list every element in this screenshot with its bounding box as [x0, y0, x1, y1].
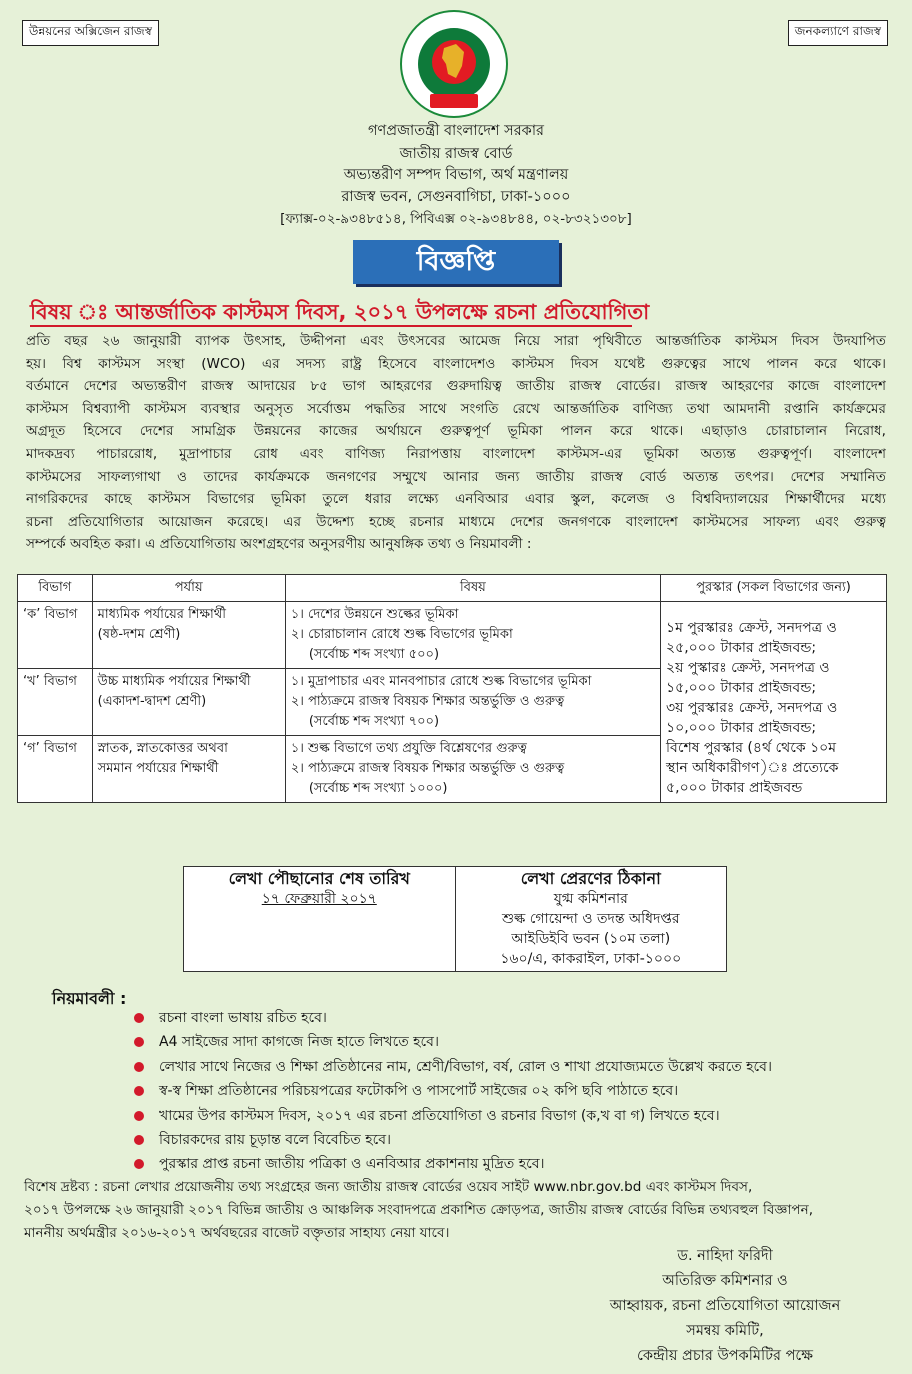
- deadline-address-table: [183, 866, 727, 972]
- subject-line: বিষয় ঃ আন্তর্জাতিক কাস্টমস দিবস, ২০১৭ উপলক্ষে রচনা প্রতিযোগিতা: [30, 300, 650, 324]
- bullet-icon: [134, 1013, 144, 1023]
- level-line: উচ্চ মাধ্যমিক পর্যায়ের শিক্ষার্থী: [97, 674, 251, 689]
- rule-item: রচনা বাংলা ভাষায় রচিত হবে।: [134, 1006, 772, 1030]
- special-note-line: মাননীয় অর্থমন্ত্রীর ২০১৬-২০১৭ অর্থবছরের বাজেট বক্তৃতার সাহায্য নেয়া যাবে।: [24, 1225, 450, 1241]
- table-header: পুরস্কার (সকল বিভাগের জন্য): [661, 575, 887, 602]
- level-cell: [92, 736, 285, 803]
- level-line: স্নাতক, স্নাতকোত্তর অথবা: [97, 741, 228, 756]
- prize-line: ১০,০০০ টাকার প্রাইজবন্ড;: [666, 720, 817, 736]
- signature-line: অতিরিক্ত কমিশনার ও: [662, 1273, 788, 1289]
- prize-line: ২য় পুস্কারঃ ক্রেস্ট, সনদপত্র ও: [666, 660, 830, 676]
- address-cell: [455, 867, 727, 972]
- signature-line: ড. নাহিদা ফরিদী: [677, 1248, 773, 1264]
- deadline-label: লেখা পৌছানোর শেষ তারিখ: [228, 869, 410, 888]
- paragraph-line: মাদকদ্রব্য পাচাররোধ, মুদ্রাপাচার রোধ এবং বাণিজ্য নিরাপত্তায় বাংলাদেশ কাস্টমস-এর ভূমিকা অত্যন্ত গুরুত্বপূর্ণ। বাংলাদেশ: [26, 445, 886, 462]
- topic-line: ২। চোরাচালান রোধে শুল্ক বিভাগের ভূমিকা: [290, 627, 513, 642]
- level-line: (একাদশ-দ্বাদশ শ্রেণী): [97, 694, 207, 709]
- paragraph-line: রচনা প্রতিযোগিতার আয়োজন করেছে। এর উদ্দেশ্য হচ্ছে রচনার মাধ্যমে দেশের জনগণকে বাংলাদেশ কাস্টমসের সাফল্য এবং গুরুত্ব: [26, 513, 886, 530]
- bullet-icon: [134, 1086, 144, 1096]
- slogan-left: উন্নয়নের অক্সিজেন রাজস্ব: [22, 20, 159, 46]
- table-header: বিভাগ: [18, 575, 93, 602]
- level-line: মাধ্যমিক পর্যায়ের শিক্ষার্থী: [97, 607, 226, 622]
- address-line: আইডিইবি ভবন (১০ম তলা): [511, 931, 671, 947]
- rules-list: [134, 1006, 772, 1177]
- level-line: সমমান পর্যায়ের শিক্ষার্থী: [97, 761, 219, 776]
- topic-cell: [285, 602, 660, 669]
- topic-line: ১। দেশের উন্নয়নে শুল্কের ভূমিকা: [290, 607, 459, 622]
- government-seal-logo: [398, 8, 510, 120]
- prize-line: ১ম পুরস্কারঃ ক্রেস্ট, সনদপত্র ও: [666, 620, 837, 636]
- special-note-line: ২০১৭ উপলক্ষে ২৬ জানুয়ারী ২০১৭ বিভিন্ন জাতীয় ও আঞ্চলিক সংবাদপত্রে প্রকাশিত ক্রোড়পত্র, জাতীয় রাজস্ব বোর্ডের বিভিন্ন তথ্যবহুল বিজ্ঞাপন,: [24, 1202, 814, 1218]
- paragraph-line: হয়। বিশ্ব কাস্টমস সংস্থা (WCO) এর সদস্য রাষ্ট্র হিসেবে বাংলাদেশও কাস্টমস দিবস যথেষ্ট গুরুত্বের সাথে পালন করে থাকে।: [26, 355, 886, 372]
- bullet-icon: [134, 1062, 144, 1072]
- prize-line: ১৫,০০০ টাকার প্রাইজবন্ড;: [666, 680, 817, 696]
- rule-item: লেখার সাথে নিজের ও শিক্ষা প্রতিষ্ঠানের নাম, শ্রেণী/বিভাগ, বর্ষ, রোল ও শাখা প্রযোজ্যমতে উল্লেখ করতে হবে।: [134, 1055, 772, 1079]
- division-cell: ‘গ’ বিভাগ: [18, 736, 93, 803]
- table-header: পর্যায়: [92, 575, 285, 602]
- special-note-line: বিশেষ দ্রষ্টব্য : রচনা লেখার প্রয়োজনীয় তথ্য সংগ্রহের জন্য জাতীয় রাজস্ব বোর্ডের ওয়েব সাইট www.nbr.gov.bd এবং কাস্টমস দিবস,: [24, 1179, 753, 1195]
- special-note: [24, 1176, 886, 1245]
- rule-item: A4 সাইজের সাদা কাগজে নিজ হাতে লিখতে হবে।: [134, 1030, 772, 1054]
- rule-item: পুরস্কার প্রাপ্ত রচনা জাতীয় পত্রিকা ও এনবিআর প্রকাশনায় মুদ্রিত হবে।: [134, 1152, 772, 1176]
- paragraph-line: কাস্টমস বিশ্বব্যাপী কাস্টমস ব্যবস্থার অনুসৃত সর্বোত্তম পদ্ধতির সাথে সংগতি রেখে আন্তর্জাতিক বাণিজ্য তথা আমদানী রপ্তানি কার্যক্রমের: [26, 400, 886, 417]
- intro-paragraph: [26, 330, 886, 556]
- paragraph-line: কাস্টমসের সাফল্যগাথা ও তাদের কার্যক্রমকে জনগণের সম্মুখে আনার জন্য জাতীয় রাজস্ব বোর্ড অত্যন্ত তৎপর। দেশের সম্মানিত: [26, 468, 886, 485]
- paragraph-line: নাগরিকদের কাছে কাস্টমস বিভাগের ভূমিকা তুলে ধরার লক্ষ্যে এনবিআর এবার স্কুল, কলেজ ও বিশ্ববিদ্যালয়ের শিক্ষার্থীদের মধ্যে: [26, 491, 886, 508]
- rule-item: খামের উপর কাস্টমস দিবস, ২০১৭ এর রচনা প্রতিযোগিতা ও রচনার বিভাগ (ক,খ বা গ) লিখতে হবে।: [134, 1104, 772, 1128]
- deadline-cell: [184, 867, 456, 972]
- prize-line: ৩য় পুরস্কারঃ ক্রেস্ট, সনদপত্র ও: [666, 700, 838, 716]
- header-government: গণপ্রজাতন্ত্রী বাংলাদেশ সরকার: [367, 123, 544, 139]
- paragraph-line: প্রতি বছর ২৬ জানুয়ারী ব্যাপক উৎসাহ, উদ্দীপনা এবং উৎসবের আমেজ নিয়ে সারা পৃথিবীতে আন্তর্জাতিক কাস্টমস দিবস উদযাপিত: [26, 333, 886, 349]
- division-cell: ‘খ’ বিভাগ: [18, 669, 93, 736]
- bullet-icon: [134, 1159, 144, 1169]
- prize-line: স্থান অধিকারীগণ)ঃ প্রত্যেকে: [666, 760, 839, 776]
- division-cell: ‘ক’ বিভাগ: [18, 602, 93, 669]
- level-cell: [92, 602, 285, 669]
- bullet-icon: [134, 1037, 144, 1047]
- paragraph-line: অগ্রদূত হিসেবে দেশের সামগ্রিক উন্নয়নের কাজের অর্থায়নে গুরুত্বপূর্ণ ভূমিকা পালন করে থাকে। এছাড়াও চোরাচালান নিরোধ,: [26, 423, 886, 440]
- header-division: অভ্যন্তরীণ সম্পদ বিভাগ, অর্থ মন্ত্রণালয়: [343, 167, 569, 183]
- table-header: বিষয়: [285, 575, 660, 602]
- competition-table: [17, 574, 887, 803]
- word-limit: (সর্বোচ্চ শব্দ সংখ্যা ১০০০): [308, 781, 448, 796]
- header-board: জাতীয় রাজস্ব বোর্ড: [399, 146, 513, 162]
- topic-line: ১। শুল্ক বিভাগে তথ্য প্রযুক্তি বিশ্লেষণের গুরুত্ব: [290, 741, 527, 756]
- address-line: ১৬০/এ, কাকরাইল, ঢাকা-১০০০: [500, 951, 682, 967]
- rule-item: স্ব-স্ব শিক্ষা প্রতিষ্ঠানের পরিচয়পত্রের ফটোকপি ও পাসপোর্ট সাইজের ০২ কপি ছবি পাঠাতে হবে।: [134, 1079, 772, 1103]
- header-address: রাজস্ব ভবন, সেগুনবাগিচা, ঢাকা-১০০০: [341, 189, 571, 205]
- topic-cell: [285, 669, 660, 736]
- topic-line: ২। পাঠ্যক্রমে রাজস্ব বিষয়ক শিক্ষার অন্তর্ভুক্তি ও গুরুত্ব: [290, 694, 565, 709]
- signature-line: কেন্দ্রীয় প্রচার উপকমিটির পক্ষে: [636, 1348, 814, 1364]
- bullet-icon: [134, 1135, 144, 1145]
- topic-line: ২। পাঠ্যক্রমে রাজস্ব বিষয়ক শিক্ষার অন্তর্ভুক্তি ও গুরুত্ব: [290, 761, 565, 776]
- prize-cell: [661, 602, 887, 803]
- rule-item: বিচারকদের রায় চূড়ান্ত বলে বিবেচিত হবে।: [134, 1128, 772, 1152]
- word-limit: (সর্বোচ্চ শব্দ সংখ্যা ৫০০): [308, 647, 440, 662]
- header-contact: [ফ্যাক্স-০২-৯৩৪৮৫১৪, পিবিএক্স ০২-৯৩৪৮৪৪, ০২-৮৩২১৩০৮]: [280, 211, 632, 227]
- bullet-icon: [134, 1111, 144, 1121]
- address-line: শুল্ক গোয়েন্দা ও তদন্ত অধিদপ্তর: [501, 911, 680, 927]
- rules-title: নিয়মাবলী :: [52, 989, 127, 1008]
- address-line: যুগ্ম কমিশনার: [553, 891, 628, 907]
- notice-title: বিজ্ঞপ্তি: [353, 240, 559, 284]
- signature-line: সমন্বয় কমিটি,: [686, 1323, 764, 1339]
- signature-line: আহ্বায়ক, রচনা প্রতিযোগিতা আয়োজন: [609, 1298, 841, 1314]
- deadline-date: ১৭ ফেব্রুয়ারী ২০১৭: [261, 891, 377, 907]
- paragraph-line: বর্তমানে দেশের অভ্যন্তরীণ রাজস্ব আদায়ের ৮৫ ভাগ আহরণের গুরুদায়িত্ব জাতীয় রাজস্ব বোর্ডের। রাজস্ব আহরণের কাজে বাংলাদেশ: [26, 378, 886, 395]
- prize-line: বিশেষ পুরস্কার (৪র্থ থেকে ১০ম: [666, 740, 837, 756]
- prize-line: ২৫,০০০ টাকার প্রাইজবন্ড;: [666, 640, 817, 656]
- level-line: (ষষ্ঠ-দশম শ্রেণী): [97, 627, 181, 642]
- subject-underline: [30, 325, 632, 327]
- topic-line: ১। মুদ্রাপাচার এবং মানবপাচার রোধে শুল্ক বিভাগের ভূমিকা: [290, 674, 592, 689]
- table-header-row: [18, 575, 887, 602]
- level-cell: [92, 669, 285, 736]
- address-label: লেখা প্রেরণের ঠিকানা: [520, 869, 661, 888]
- table-row: [18, 602, 887, 669]
- prize-line: ৫,০০০ টাকার প্রাইজবন্ড: [666, 780, 803, 796]
- topic-cell: [285, 736, 660, 803]
- word-limit: (সর্বোচ্চ শব্দ সংখ্যা ৭০০): [308, 714, 440, 729]
- slogan-right: জনকল্যাণে রাজস্ব: [788, 20, 888, 46]
- signature-block: [560, 1244, 890, 1369]
- paragraph-line: সম্পর্কে অবহিত করা। এ প্রতিযোগিতায় অংশগ্রহণের অনুসরণীয় আনুষঙ্গিক তথ্য ও নিয়মাবলী :: [26, 536, 532, 553]
